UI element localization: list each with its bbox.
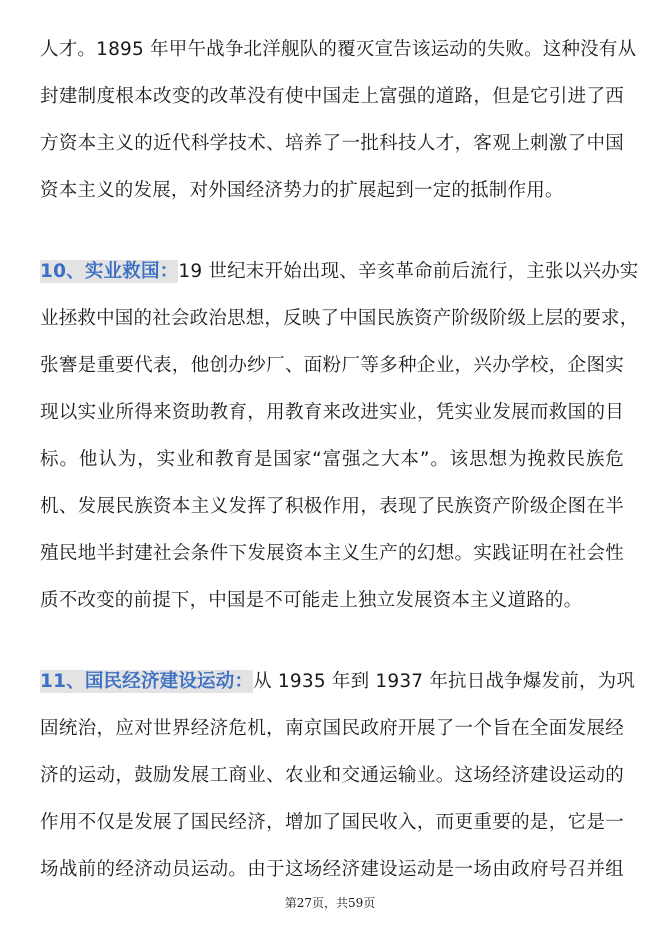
text-line [40,670,636,693]
text-line: 资本主义的发展，对外国经济势力的扩展起到一定的抵制作用。 [40,180,564,201]
text-line: 固统治，应对世界经济危机，南京国民政府开展了一个旨在全面发展经 [40,718,624,739]
text-span: 19 世纪末开始出现、辛亥革命前后流行，主张以兴办实 [178,261,639,282]
text-line: 方资本主义的近代科学技术、培养了一批科技人才，客观上刺激了中国 [40,133,624,154]
text-line: 场战前的经济动员运动。由于这场经济建设运动是一场由政府号召并组 [40,859,624,880]
text-line [40,260,639,283]
paragraph-shiye-jiuguo [40,260,639,612]
paragraph-spacer [40,636,624,670]
text-line: 济的运动，鼓励发展工商业、农业和交通运输业。这场经济建设运动的 [40,765,624,786]
document-body [40,38,639,905]
text-line: 封建制度根本改变的改革没有使中国走上富强的道路，但是它引进了西 [40,86,624,107]
text-line: 质不改变的前提下，中国是不可能走上独立发展资本主义道路的。 [40,590,583,611]
paragraph-guomin-jingji [40,670,636,881]
text-line: 标。他认为，实业和教育是国家“富强之大本”。该思想为挽救民族危 [40,449,624,470]
text-line: 业拯救中国的社会政治思想，反映了中国民族资产阶级阶级上层的要求， [40,308,639,329]
term-heading: 11、国民经济建设运动： [40,671,254,692]
text-line: 殖民地半封建社会条件下发展资本主义生产的幻想。实践证明在社会性 [40,543,624,564]
paragraph-yangwu-conclusion [40,38,637,202]
text-span: 从 1935 年到 1937 年抗日战争爆发前，为巩 [253,671,636,692]
page-number-footer: 第27页，共59页 [284,896,376,910]
paragraph-spacer [40,226,624,260]
text-line: 人才。1895 年甲午战争北洋舰队的覆灭宣告该运动的失败。这种没有从 [40,39,637,60]
text-line: 机、发展民族资本主义发挥了积极作用，表现了民族资产阶级企图在半 [40,496,624,517]
text-line: 张謇是重要代表，他创办纱厂、面粉厂等多种企业，兴办学校，企图实 [40,355,624,376]
term-heading: 10、实业救国： [40,261,179,282]
text-line: 作用不仅是发展了国民经济，增加了国民收入，而更重要的是，它是一 [40,812,624,833]
text-line: 现以实业所得来资助教育，用教育来改进实业，凭实业发展而救国的目 [40,402,624,423]
